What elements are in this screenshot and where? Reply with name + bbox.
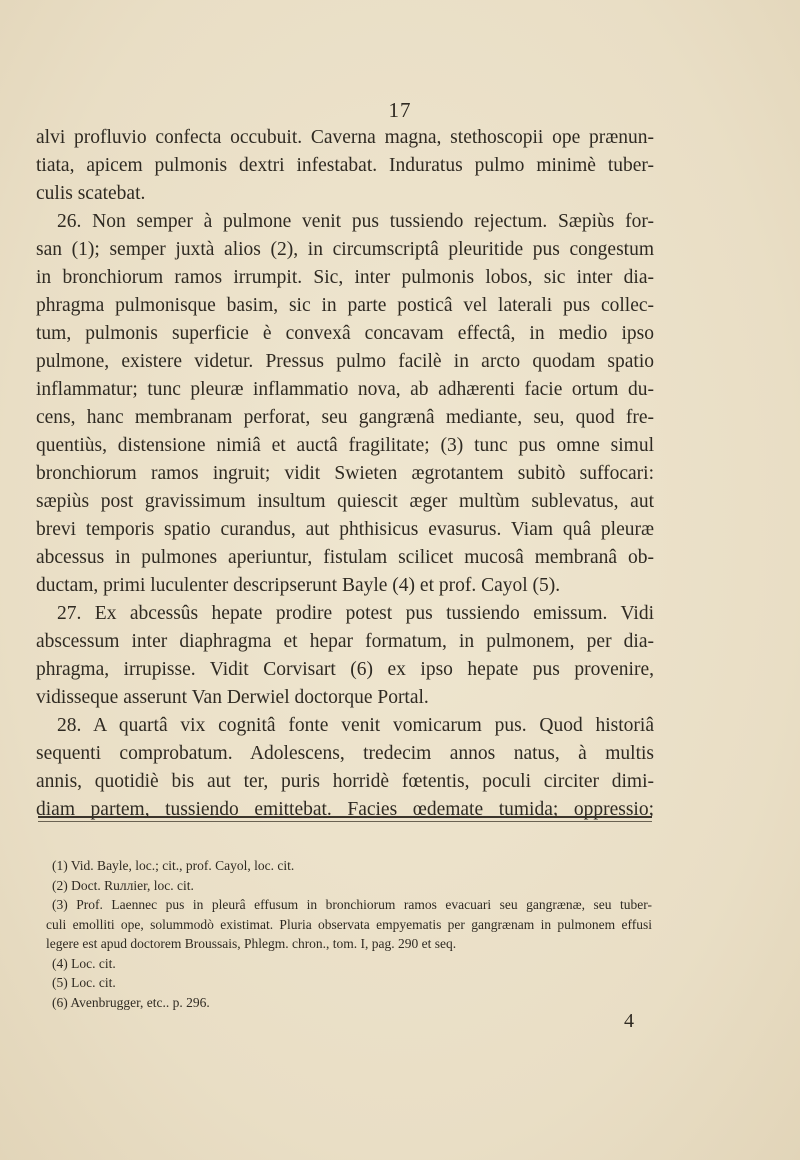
text-line: sequenti comprobatum. Adolescens, tredecim annos natus, à multis [36, 743, 654, 764]
text-line: bronchiorum ramos ingruit; vidit Swieten ægrotantem subitò suffocari: [36, 463, 654, 484]
text-line: abscessum inter diaphragma et hepar formatum, in pulmonem, per dia- [36, 631, 654, 652]
page-number: 17 [388, 98, 412, 122]
text-line: sæpiùs post gravissimum insultum quiescit æger multùm sublevatus, aut [36, 491, 654, 512]
main-text-block [36, 124, 654, 824]
text-line: diam partem, tussiendo emittebat. Facies œdemate tumida; oppressio; [36, 799, 654, 820]
text-line: brevi temporis spatio curandus, aut phthisicus evasurus. Viam quâ pleuræ [36, 519, 654, 540]
footnote-divider [38, 816, 652, 818]
text-line: vidisseque asserunt Van Derwiel doctorque Portal. [36, 687, 429, 708]
paragraph-28-start: 28. A quartâ vix cognitâ fonte venit vomicarum pus. Quod historiâ [57, 715, 654, 736]
text-line: quentiùs, distensione nimiâ et auctâ fragilitate; (3) tunc pus omne simul [36, 435, 654, 456]
paragraph-26-start: 26. Non semper à pulmone venit pus tussiendo rejectum. Sæpiùs for- [57, 211, 654, 232]
text-line: san (1); semper juxtà alios (2), in circumscriptâ pleuritide pus congestum [36, 239, 654, 260]
footnotes-block [46, 856, 652, 1012]
text-line: pulmone, existere videtur. Pressus pulmo facilè in arcto quodam spatio [36, 351, 654, 372]
text-line: annis, quotidiè bis aut ter, puris horridè fœtentis, poculi circiter dimi- [36, 771, 654, 792]
text-line: alvi profluvio confecta occubuit. Caverna magna, stethoscopii ope prænun- [36, 127, 654, 148]
footnote-4: (4) Loc. cit. [52, 955, 116, 971]
footnote-divider-thin [38, 821, 652, 822]
paragraph-27-start: 27. Ex abcessûs hepate prodire potest pus tussiendo emissum. Vidi [57, 603, 654, 624]
text-line: phragma pulmonisque basim, sic in parte posticâ vel laterali pus collec- [36, 295, 654, 316]
text-line: abcessus in pulmones aperiuntur, fistulam scilicet mucosâ membranâ ob- [36, 547, 654, 568]
text-line: tiata, apicem pulmonis dextri infestabat. Induratus pulmo minimè tuber- [36, 155, 654, 176]
text-line: in bronchiorum ramos irrumpit. Sic, inter pulmonis lobos, sic inter dia- [36, 267, 654, 288]
footnote-3-cont: culi emolliti ope, solummodò existimat. Pluria observata empyematis per gangrænam in pulmonem effusi [46, 916, 652, 932]
footnote-3: (3) Prof. Laennec pus in pleurâ effusum in bronchiorum ramos evacuari seu gangrænæ, seu tuber- [52, 897, 652, 912]
printer-signature-mark: 4 [624, 1010, 634, 1032]
footnote-3-end: legere est apud doctorem Broussais, Phlegm. chron., tom. I, pag. 290 et seq. [46, 936, 457, 951]
footnote-5: (5) Loc. cit. [52, 975, 116, 990]
footnote-6: (6) Avenbrugger, etc.. p. 296. [52, 994, 210, 1010]
text-line: phragma, irrupisse. Vidit Corvisart (6) ex ipso hepate pus provenire, [36, 659, 654, 680]
text-line: culis scatebat. [36, 183, 146, 204]
text-line: ductam, primi luculenter descripserunt Bayle (4) et prof. Cayol (5). [36, 575, 561, 596]
text-line: tum, pulmonis superficie è convexâ concavam effectâ, in medio ipso [36, 323, 654, 344]
footnote-1: (1) Vid. Bayle, loc.; cit., prof. Cayol, loc. cit. [52, 858, 295, 873]
text-line: inflammatur; tunc pleuræ inflammatio nova, ab adhærenti facie ortum du- [36, 379, 654, 400]
text-line: cens, hanc membranam perforat, seu gangrænâ mediante, seu, quod fre- [36, 407, 654, 428]
footnote-2: (2) Doct. Ruллier, loc. cit. [52, 877, 194, 893]
